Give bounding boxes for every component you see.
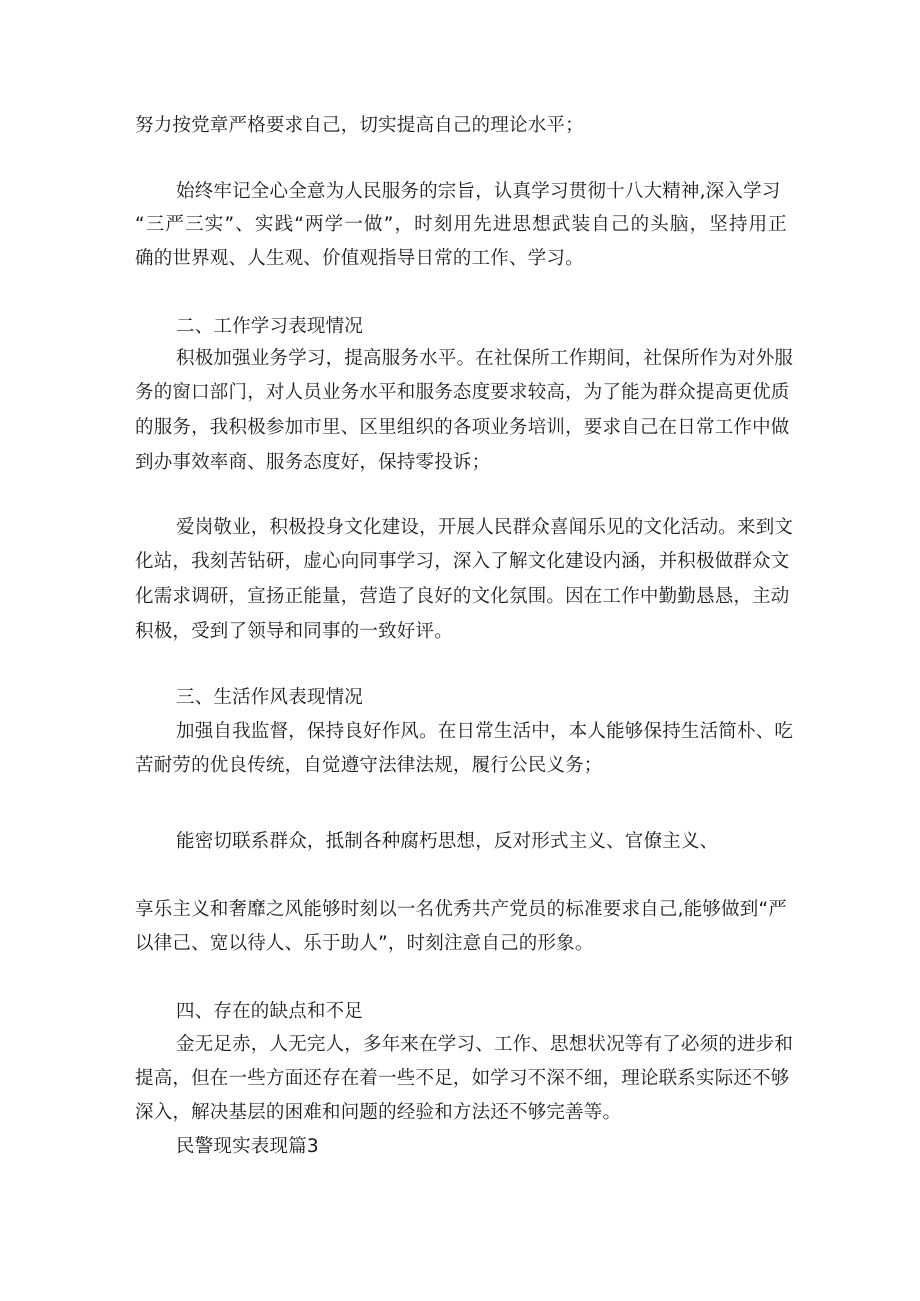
text-line: 始终牢记全心全意为人民服务的宗旨，认真学习贯彻十八大精神,深入学习 [176, 181, 781, 202]
text-line: 深入，解决基层的困难和问题的经验和方法还不够完善等。 [135, 1102, 622, 1123]
text-line: 到办事效率商、服务态度好，保持零投诉； [135, 452, 491, 473]
text-line: 加强自我监督，保持良好作风。在日常生活中，本人能够保持生活简朴、吃 [176, 721, 794, 742]
section-heading: 三、生活作风表现情况 [176, 687, 364, 708]
text-line: 的服务，我积极参加市里、区里组织的各项业务培训，要求自己在日常工作中做 [135, 417, 790, 438]
text-line: 积极，受到了领导和同事的一致好评。 [135, 621, 453, 642]
text-line: 苦耐劳的优良传统，自觉遵守法律法规，履行公民义务； [135, 755, 603, 776]
section-heading: 四、存在的缺点和不足 [176, 1001, 364, 1022]
text-line: 确的世界观、人生观、价值观指导日常的工作、学习。 [135, 248, 584, 269]
text-line: 能密切联系群众，抵制各种腐朽思想，反对形式主义、官僚主义、 [176, 831, 719, 852]
text-line: 金无足赤，人无完人，多年来在学习、工作、思想状况等有了必须的进步和 [176, 1034, 794, 1055]
text-line: 享乐主义和奢靡之风能够时刻以一名优秀共产党员的标准要求自己,能够做到“严 [135, 899, 787, 920]
text-line: 提高，但在一些方面还存在着一些不足，如学习不深不细，理论联系实际还不够 [135, 1068, 790, 1089]
section-title: 民警现实表现篇3 [176, 1136, 319, 1157]
text-line: “三严三实”、实践“两学一做”，时刻用先进思想武装自己的头脑，坚持用正 [135, 214, 787, 235]
text-line: 务的窗口部门，对人员业务水平和服务态度要求较高，为了能为群众提高更优质 [135, 382, 790, 403]
text-line: 积极加强业务学习，提高服务水平。在社保所工作期间，社保所作为对外服 [176, 348, 794, 369]
text-line: 爱岗敬业，积极投身文化建设，开展人民群众喜闻乐见的文化活动。来到文 [176, 517, 794, 538]
text-line: 化站，我刻苦钻研，虚心向同事学习，深入了解文化建设内涵，并积极做群众文 [135, 551, 790, 572]
text-line: 化需求调研，宣扬正能量，营造了良好的文化氛围。因在工作中勤勤恳恳，主动 [135, 586, 790, 607]
text-line: 努力按党章严格要求自己，切实提高自己的理论水平； [135, 115, 584, 136]
section-heading: 二、工作学习表现情况 [176, 316, 364, 337]
text-line: 以律己、宽以待人、乐于助人”，时刻注意自己的形象。 [135, 933, 594, 954]
